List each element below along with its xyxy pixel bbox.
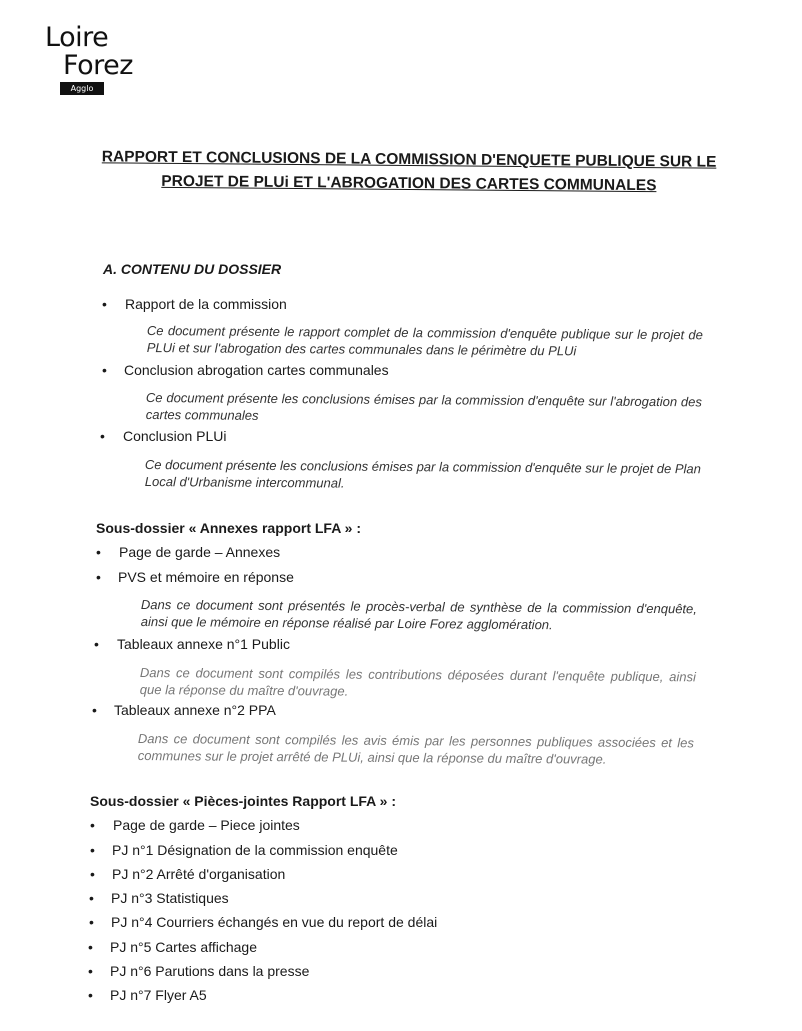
bullet: •	[89, 914, 94, 930]
pieces-heading: Sous-dossier « Pièces-jointes Rapport LFA » :	[90, 793, 396, 809]
bullet: •	[90, 817, 95, 833]
bullet: •	[100, 428, 105, 444]
section-a-heading: A. CONTENU DU DOSSIER	[103, 261, 282, 277]
document-title: RAPPORT ET CONCLUSIONS DE LA COMMISSION D'ENQUETE PUBLIQUE SUR LE PROJET DE PLUi ET L'ABROGATION DES CARTES COMMUNALES	[101, 148, 717, 195]
list-item: PJ n°2 Arrêté d'organisation	[112, 866, 286, 882]
list-item: PJ n°4 Courriers échangés en vue du report de délai	[111, 914, 438, 930]
list-item: PJ n°1 Désignation de la commission enquête	[112, 842, 398, 858]
list-item: Tableaux annexe n°2 PPA	[114, 702, 276, 718]
bullet: •	[90, 866, 95, 882]
bullet: •	[94, 636, 99, 652]
bullet: •	[88, 987, 93, 1003]
bullet: •	[92, 702, 97, 718]
bullet: •	[96, 569, 101, 585]
bullet: •	[88, 963, 93, 979]
bullet: •	[88, 939, 93, 955]
list-item: Page de garde – Piece jointes	[113, 817, 300, 833]
bullet: •	[90, 842, 95, 858]
bullet: •	[102, 296, 107, 312]
list-item: PJ n°7 Flyer A5	[110, 987, 207, 1003]
logo-line-2: Forez	[63, 50, 133, 81]
annexes-heading: Sous-dossier « Annexes rapport LFA » :	[96, 520, 362, 536]
list-item: PJ n°3 Statistiques	[111, 890, 229, 906]
loire-forez-logo	[40, 20, 160, 98]
list-item: Page de garde – Annexes	[119, 544, 281, 560]
item-description: Dans ce document sont présentés le procès-verbal de synthèse de la commission d'enquête, ainsi que le mémoire en réponse réalisé par Loire Forez agglomération.	[140, 596, 697, 633]
logo-line-1: Loire	[45, 22, 109, 53]
list-item: PVS et mémoire en réponse	[118, 569, 294, 585]
list-item: Rapport de la commission	[125, 296, 287, 312]
list-item: PJ n°5 Cartes affichage	[110, 939, 257, 955]
item-description: Ce document présente le rapport complet de la commission d'enquête publique sur le projet de PLUi et sur l'abrogation des cartes communales dans le périmètre du PLUi	[146, 322, 703, 359]
list-item: Conclusion PLUi	[123, 428, 227, 444]
logo-subtitle: Agglo	[60, 82, 104, 95]
item-description: Dans ce document sont compilés les contributions déposées durant l'enquête publique, ainsi que la réponse du maître d'ouvrage.	[139, 664, 696, 699]
list-item: PJ n°6 Parutions dans la presse	[110, 963, 310, 979]
list-item: Conclusion abrogation cartes communales	[124, 362, 389, 378]
bullet: •	[96, 544, 101, 560]
item-description: Ce document présente les conclusions émises par la commission d'enquête sur le projet de Plan Local d'Urbanisme intercommunal.	[144, 456, 701, 491]
item-description: Dans ce document sont compilés les avis émis par les personnes publiques associées et les communes sur le projet arrêté de PLUi, ainsi que la réponse du maître d'ouvrage.	[137, 730, 694, 767]
bullet: •	[102, 362, 107, 378]
bullet: •	[89, 890, 94, 906]
list-item: Tableaux annexe n°1 Public	[117, 636, 290, 652]
item-description: Ce document présente les conclusions émises par la commission d'enquête sur l'abrogation des cartes communales	[145, 389, 702, 423]
